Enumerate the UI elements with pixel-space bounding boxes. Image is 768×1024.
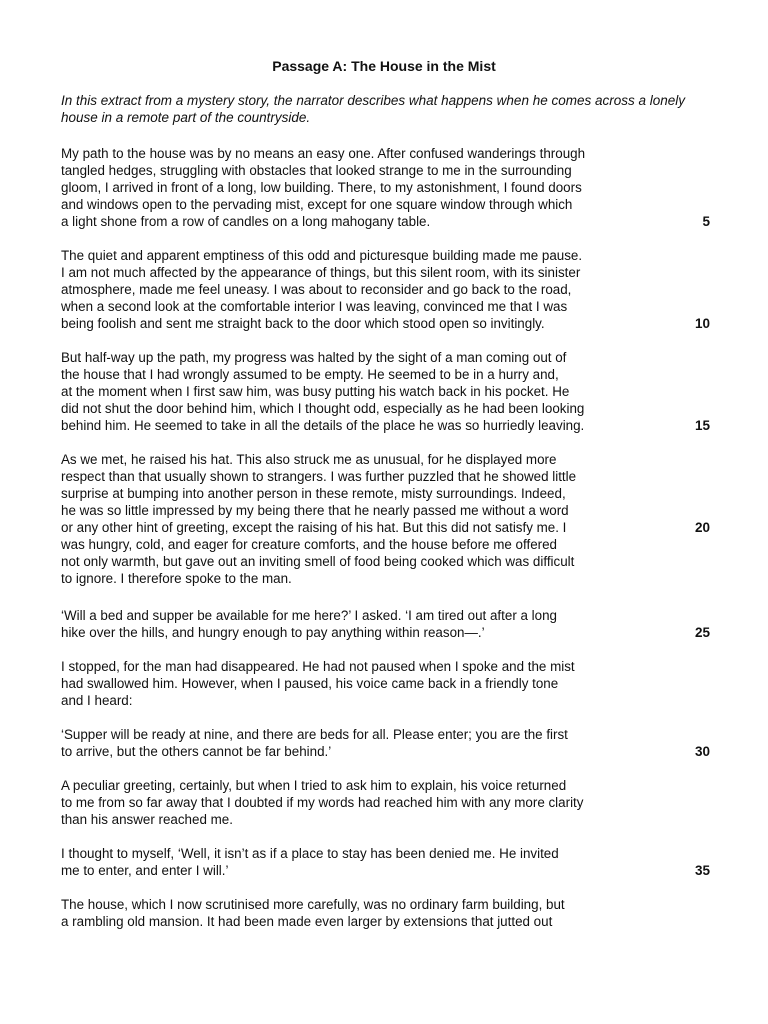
- text-line: to ignore. I therefore spoke to the man.: [61, 571, 292, 586]
- text-line: ‘Will a bed and supper be available for me here?’ I asked. ‘I am tired out after a long: [61, 608, 557, 623]
- text-line: I thought to myself, ‘Well, it isn’t as if a place to stay has been denied me. He invited: [61, 846, 559, 861]
- text-line: at the moment when I first saw him, was busy putting his watch back in his pocket. He: [61, 384, 570, 399]
- text-line: gloom, I arrived in front of a long, low building. There, to my astonishment, I found doors: [61, 180, 582, 195]
- paragraph: [61, 451, 661, 587]
- passage-title: Passage A: The House in the Mist: [272, 58, 496, 74]
- text-line: surprise at bumping into another person in these remote, misty surroundings. Indeed,: [61, 486, 566, 501]
- text-line: behind him. He seemed to take in all the details of the place he was so hurriedly leaving.: [61, 418, 585, 433]
- text-line: a light shone from a row of candles on a long mahogany table.: [61, 214, 431, 229]
- text-line: But half-way up the path, my progress was halted by the sight of a man coming out of: [61, 350, 567, 365]
- paragraph: [61, 607, 661, 641]
- text-line: As we met, he raised his hat. This also struck me as unusual, for he displayed more: [61, 452, 557, 467]
- text-line: or any other hint of greeting, except the raising of his hat. But this did not satisfy me. I: [61, 520, 567, 535]
- text-line: did not shut the door behind him, which I thought odd, especially as he had been looking: [61, 401, 585, 416]
- line-number: 20: [694, 520, 710, 535]
- text-line: a rambling old mansion. It had been made even larger by extensions that jutted out: [61, 914, 553, 929]
- text-line: My path to the house was by no means an easy one. After confused wanderings through: [61, 146, 586, 161]
- text-line: than his answer reached me.: [61, 812, 233, 827]
- text-line: being foolish and sent me straight back to the door which stood open so invitingly.: [61, 316, 545, 331]
- paragraph: [61, 145, 661, 230]
- paragraph: [61, 896, 661, 930]
- text-line: I am not much affected by the appearance of things, but this silent room, with its sinister: [61, 265, 581, 280]
- text-line: when a second look at the comfortable interior I was leaving, convinced me that I was: [61, 299, 568, 314]
- paragraph: [61, 247, 661, 332]
- text-line: the house that I had wrongly assumed to be empty. He seemed to be in a hurry and,: [61, 367, 559, 382]
- text-line: tangled hedges, struggling with obstacles that looked strange to me in the surrounding: [61, 163, 572, 178]
- line-number: 5: [702, 214, 710, 229]
- paragraph: [61, 726, 661, 760]
- text-line: to me from so far away that I doubted if my words had reached him with any more clarity: [61, 795, 584, 810]
- text-line: he was so little impressed by my being there that he nearly passed me without a word: [61, 503, 569, 518]
- text-line: had swallowed him. However, when I paused, his voice came back in a friendly tone: [61, 676, 559, 691]
- line-number: 15: [694, 418, 710, 433]
- text-line: hike over the hills, and hungry enough to pay anything within reason—.’: [61, 625, 485, 640]
- text-line: to arrive, but the others cannot be far behind.’: [61, 744, 332, 759]
- text-line: The house, which I now scrutinised more carefully, was no ordinary farm building, but: [61, 897, 565, 912]
- paragraph: [61, 349, 661, 434]
- text-line: The quiet and apparent emptiness of this odd and picturesque building made me pause.: [61, 248, 583, 263]
- line-number: 35: [694, 863, 710, 878]
- paragraph: [61, 658, 661, 709]
- paragraph: [61, 845, 661, 879]
- text-line: A peculiar greeting, certainly, but when I tried to ask him to explain, his voice returned: [61, 778, 567, 793]
- text-line: respect than that usually shown to strangers. I was further puzzled that he showed little: [61, 469, 577, 484]
- line-number: 25: [694, 625, 710, 640]
- line-number: 10: [694, 316, 710, 331]
- text-line: ‘Supper will be ready at nine, and there are beds for all. Please enter; you are the first: [61, 727, 568, 742]
- text-line: me to enter, and enter I will.’: [61, 863, 229, 878]
- text-line: was hungry, cold, and eager for creature comforts, and the house before me offered: [61, 537, 557, 552]
- text-line: atmosphere, made me feel uneasy. I was about to reconsider and go back to the road,: [61, 282, 572, 297]
- paragraph: [61, 777, 661, 828]
- text-line: not only warmth, but gave out an inviting smell of food being cooked which was difficult: [61, 554, 575, 569]
- text-line: and windows open to the pervading mist, except for one square window through which: [61, 197, 573, 212]
- text-line: and I heard:: [61, 693, 133, 708]
- passage-intro: In this extract from a mystery story, the narrator describes what happens when he comes across a lonely house in a remote part of the countryside.: [61, 93, 686, 125]
- line-number: 30: [694, 744, 710, 759]
- text-line: I stopped, for the man had disappeared. He had not paused when I spoke and the mist: [61, 659, 575, 674]
